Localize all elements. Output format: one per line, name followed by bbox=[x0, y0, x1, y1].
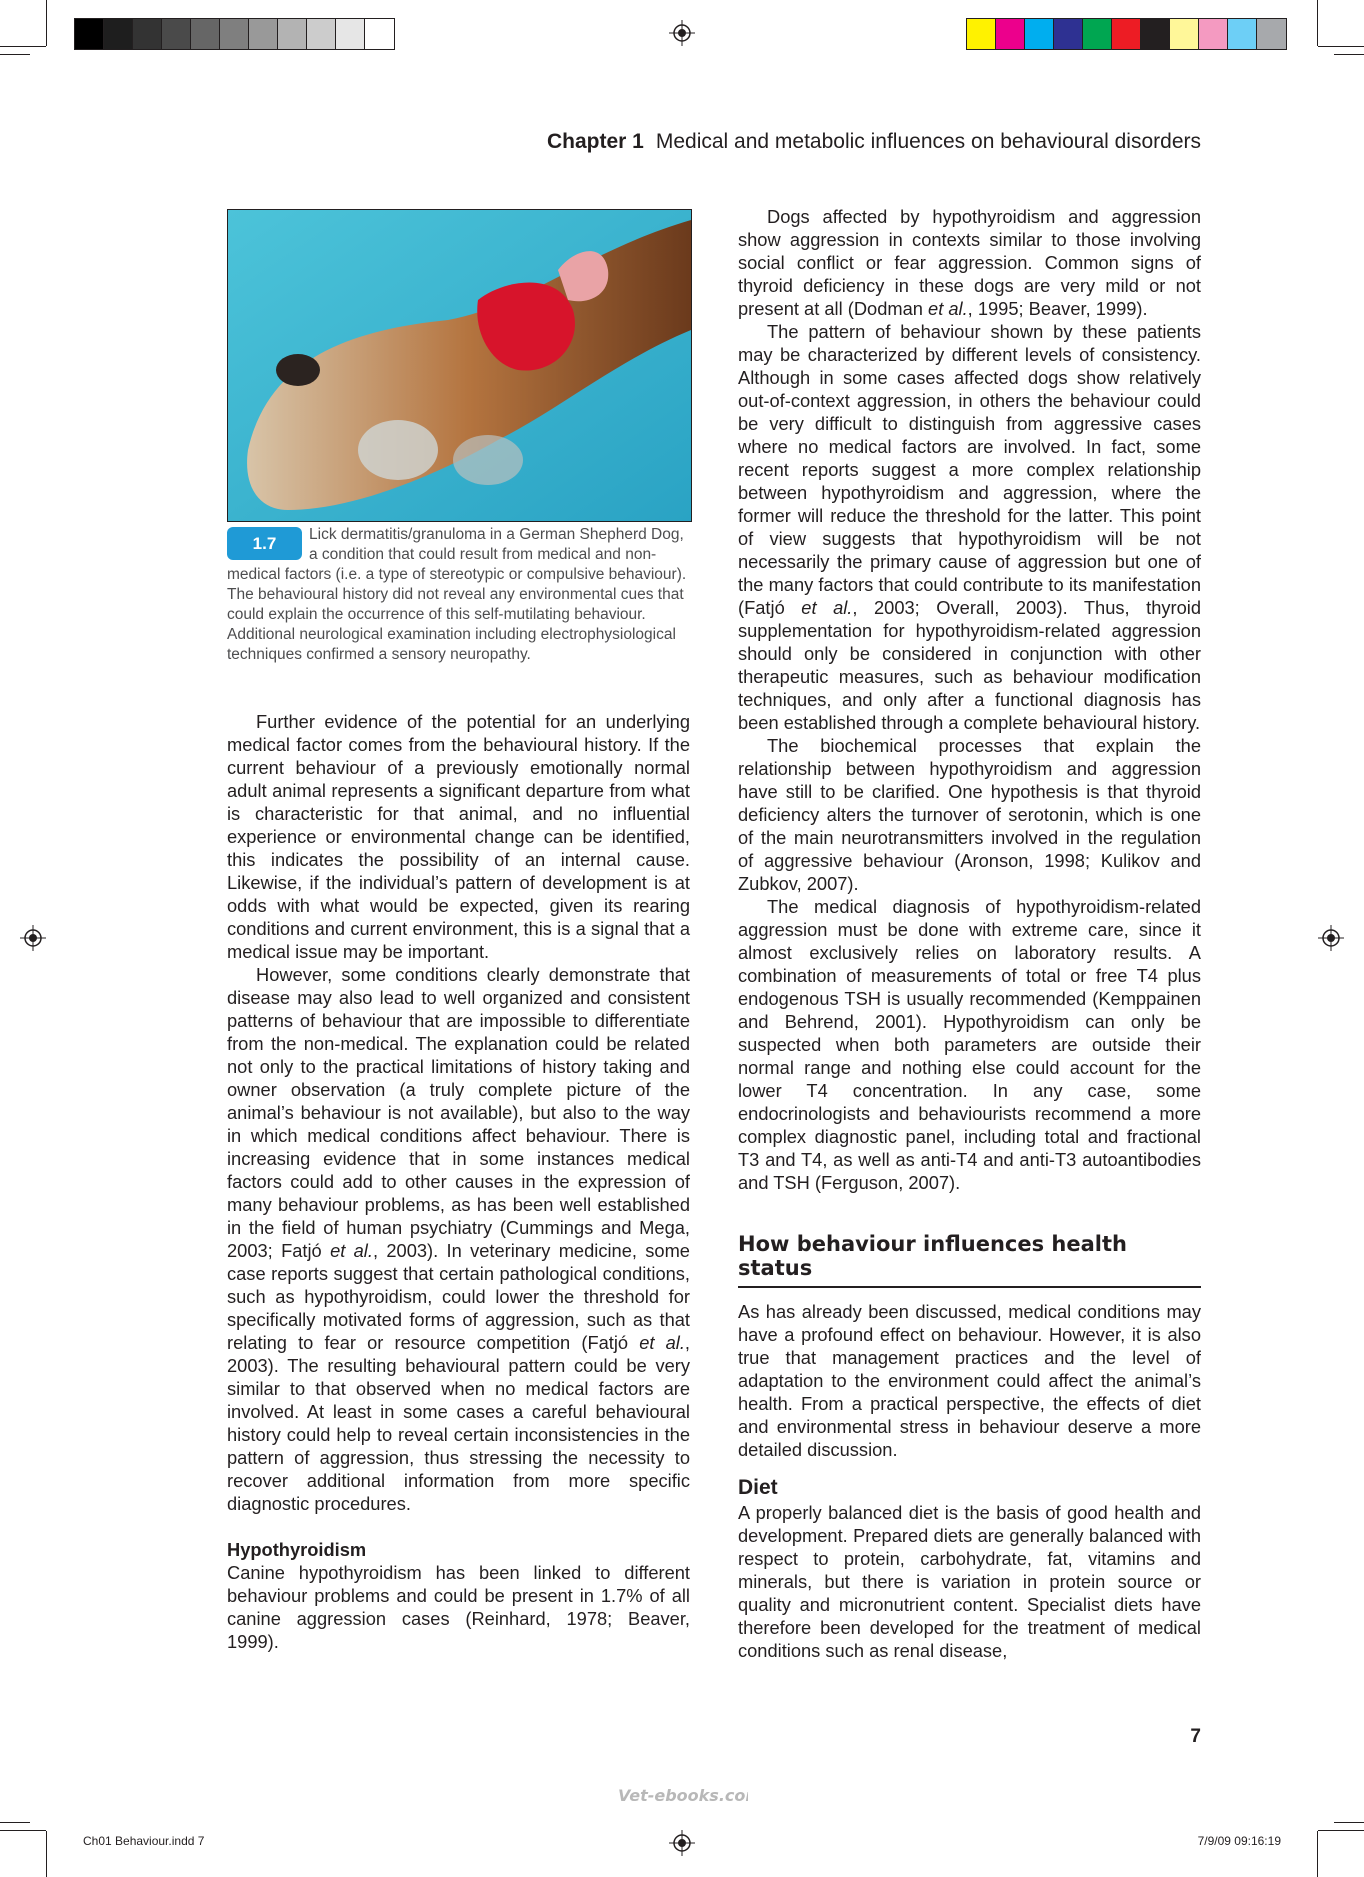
process-color-bar bbox=[966, 18, 1287, 50]
right-column bbox=[738, 205, 1201, 1662]
paragraph: The pattern of behaviour shown by these patients may be characterized by different levels of consistency. Although in some cases affected dogs show relatively out-of-context aggression, in others the behaviour could be very difficult to distinguish from aggressive cases where no medical factors are involved. In fact, some recent reports suggest a more complex relationship between hypothyroidism and aggression, where the former will reduce the threshold for the latter. This point of view suggests that hypothyroidism will be not necessarily the primary cause of aggression but one of the many factors that could contribute to its manifestation (Fatjó et al., 2003; Overall, 2003). Thus, thyroid supplementation for hypothyroidism-related aggression should only be considered in conjunction with other therapeutic measures, such as behaviour modification techniques, and only after a functional diagnosis has been established through a complete behavioural history. bbox=[738, 321, 1202, 733]
color-swatch bbox=[1054, 19, 1083, 49]
lick-granuloma-photo bbox=[228, 210, 691, 521]
color-swatch bbox=[307, 19, 336, 49]
color-swatch bbox=[1199, 19, 1228, 49]
color-swatch bbox=[967, 19, 996, 49]
paragraph: A properly balanced diet is the basis of good health and development. Prepared diets are generally balanced with respect to protein, carbohydrate, fat, vitamins and minerals, but there is variation in protein source or quality and micronutrient content. Specialist diets have therefore been developed for the treatment of medical conditions such as renal disease, bbox=[738, 1502, 1201, 1661]
paragraph: Dogs affected by hypothyroidism and aggression show aggression in contexts similar to those involving social conflict or fear aggression. Common signs of thyroid deficiency in these dogs are very mild or not present at all (Dodman et al., 1995; Beaver, 1999). bbox=[738, 206, 1201, 319]
color-swatch bbox=[133, 19, 162, 49]
color-swatch bbox=[1025, 19, 1054, 49]
crop-mark bbox=[46, 0, 47, 46]
subheading-hypothyroidism: Hypothyroidism bbox=[227, 1539, 367, 1560]
color-swatch bbox=[220, 19, 249, 49]
figure-number-badge: 1.7 bbox=[227, 527, 302, 560]
subheading-diet: Diet bbox=[738, 1476, 778, 1499]
color-swatch bbox=[162, 19, 191, 49]
paragraph: The medical diagnosis of hypothyroidism-related aggression must be done with extreme care, since it almost exclusively relies on laboratory results. A combination of measurements of total or free T4 plus endogenous TSH is usually recommended (Kemppainen and Behrend, 2001). Hypothyroidism can only be suspected when both parameters are outside their normal range and nothing else could account for the lower T4 concentration. In any case, some endocrinologists and behaviourists recommend a more complex diagnostic panel, including total and fractional T3 and T4, as well as anti-T4 and anti-T3 autoantibodies and TSH (Ferguson, 2007). bbox=[738, 896, 1201, 1193]
color-swatch bbox=[996, 19, 1025, 49]
paragraph: However, some conditions clearly demonstrate that disease may also lead to well organized and consistent patterns of behaviour that are impossible to differentiate from the non-medical. The explanation could be related not only to the practical limitations of history taking and owner observation (a truly complete picture of the animal’s behaviour is not available), but also to the way in which medical conditions affect behaviour. There is increasing evidence that in some instances medical factors could add to other causes in the expression of many behaviour problems, as has been well established in the field of human psychiatry (Cummings and Mega, 2003; Fatjó et al., 2003). In veterinary medicine, some case reports suggest that certain pathological conditions, such as hypothyroidism, could lower the threshold for specifically motivated forms of aggression, such as that relating to fear or resource competition (Fatjó et al., 2003). The resulting behavioural pattern could be very similar to that observed when no medical factors are involved. At least in some cases a careful behavioural history could help to reveal certain inconsistencies in the pattern of aggression, thus stressing the necessity to recover additional information from more specific diagnostic procedures. bbox=[227, 964, 690, 1514]
slug-timestamp: 7/9/09 09:16:19 bbox=[1197, 1834, 1281, 1848]
paragraph: The biochemical processes that explain the relationship between hypothyroidism and aggression have still to be clarified. One hypothesis is that thyroid deficiency alters the turnover of serotonin, which is one of the main neurotransmitters involved in the regulation of aggressive behaviour (Aronson, 1998; Kulikov and Zubkov, 2007). bbox=[738, 735, 1201, 894]
color-swatch bbox=[1083, 19, 1112, 49]
crop-mark bbox=[0, 46, 46, 47]
paragraph: Further evidence of the potential for an underlying medical factor comes from the behavioural history. If the current behaviour of a previously emotionally normal adult animal represents a significant departure from what is characteristic for that animal, and no influential experience or environmental change can be identified, this indicates the possibility of an internal cause. Likewise, if the individual’s pattern of development is at odds with what would be expected, given its rearing conditions and current environment, this is a signal that a medical issue may be important. bbox=[227, 711, 690, 962]
svg-text:Vet-ebooks.com: Vet-ebooks.com bbox=[618, 1786, 748, 1805]
color-swatch bbox=[191, 19, 220, 49]
registration-target-icon bbox=[669, 20, 695, 46]
crop-mark bbox=[1334, 1822, 1364, 1823]
color-swatch bbox=[1112, 19, 1141, 49]
crop-mark bbox=[0, 1822, 30, 1823]
crop-mark bbox=[1317, 0, 1318, 46]
color-swatch bbox=[365, 19, 394, 49]
color-swatch bbox=[249, 19, 278, 49]
running-head bbox=[547, 130, 1201, 154]
registration-target-icon bbox=[1318, 925, 1344, 951]
left-column bbox=[227, 710, 690, 1653]
color-swatch bbox=[104, 19, 133, 49]
figure-caption-text: Lick dermatitis/granuloma in a German Shepherd Dog, a condition that could result from medical and non-medical factors (i.e. a type of stereotypic or compulsive behaviour). The behavioural history did not reveal any environmental cues that could explain the occurrence of this self-mutilating behaviour. Additional neurological examination including electrophysiological techniques confirmed a sensory neuropathy. bbox=[227, 526, 687, 663]
color-swatch bbox=[1257, 19, 1286, 49]
watermark-logo bbox=[618, 1783, 748, 1807]
color-swatch bbox=[336, 19, 365, 49]
color-swatch bbox=[1228, 19, 1257, 49]
paragraph: As has already been discussed, medical conditions may have a profound effect on behaviour. However, it is also true that management practices and the level of adaptation to the environment could affect the animal’s health. From a practical perspective, the effects of diet and environmental stress in behaviour deserve a more detailed discussion. bbox=[738, 1301, 1201, 1460]
figure-photo bbox=[227, 209, 692, 522]
paragraph: Canine hypothyroidism has been linked to different behaviour problems and could be present in 1.7% of all canine aggression cases (Reinhard, 1978; Beaver, 1999). bbox=[227, 1562, 690, 1652]
color-swatch bbox=[75, 19, 104, 49]
crop-mark bbox=[46, 1831, 47, 1877]
crop-mark bbox=[0, 1830, 46, 1831]
registration-target-icon bbox=[669, 1830, 695, 1856]
crop-mark bbox=[1317, 1831, 1318, 1877]
section-heading: How behaviour influences health status bbox=[738, 1232, 1201, 1288]
chapter-title: Medical and metabolic influences on behavioural disorders bbox=[655, 130, 1201, 153]
grey-color-bar bbox=[74, 18, 395, 50]
crop-mark bbox=[0, 54, 30, 55]
chapter-label: Chapter 1 bbox=[546, 130, 644, 153]
page-number: 7 bbox=[1190, 1726, 1201, 1747]
color-swatch bbox=[1170, 19, 1199, 49]
figure-caption bbox=[227, 525, 690, 665]
crop-mark bbox=[1334, 54, 1364, 55]
slug-filename: Ch01 Behaviour.indd 7 bbox=[83, 1834, 205, 1848]
crop-mark bbox=[1318, 46, 1364, 47]
color-swatch bbox=[1141, 19, 1170, 49]
registration-target-icon bbox=[20, 925, 46, 951]
color-swatch bbox=[278, 19, 307, 49]
crop-mark bbox=[1318, 1830, 1364, 1831]
